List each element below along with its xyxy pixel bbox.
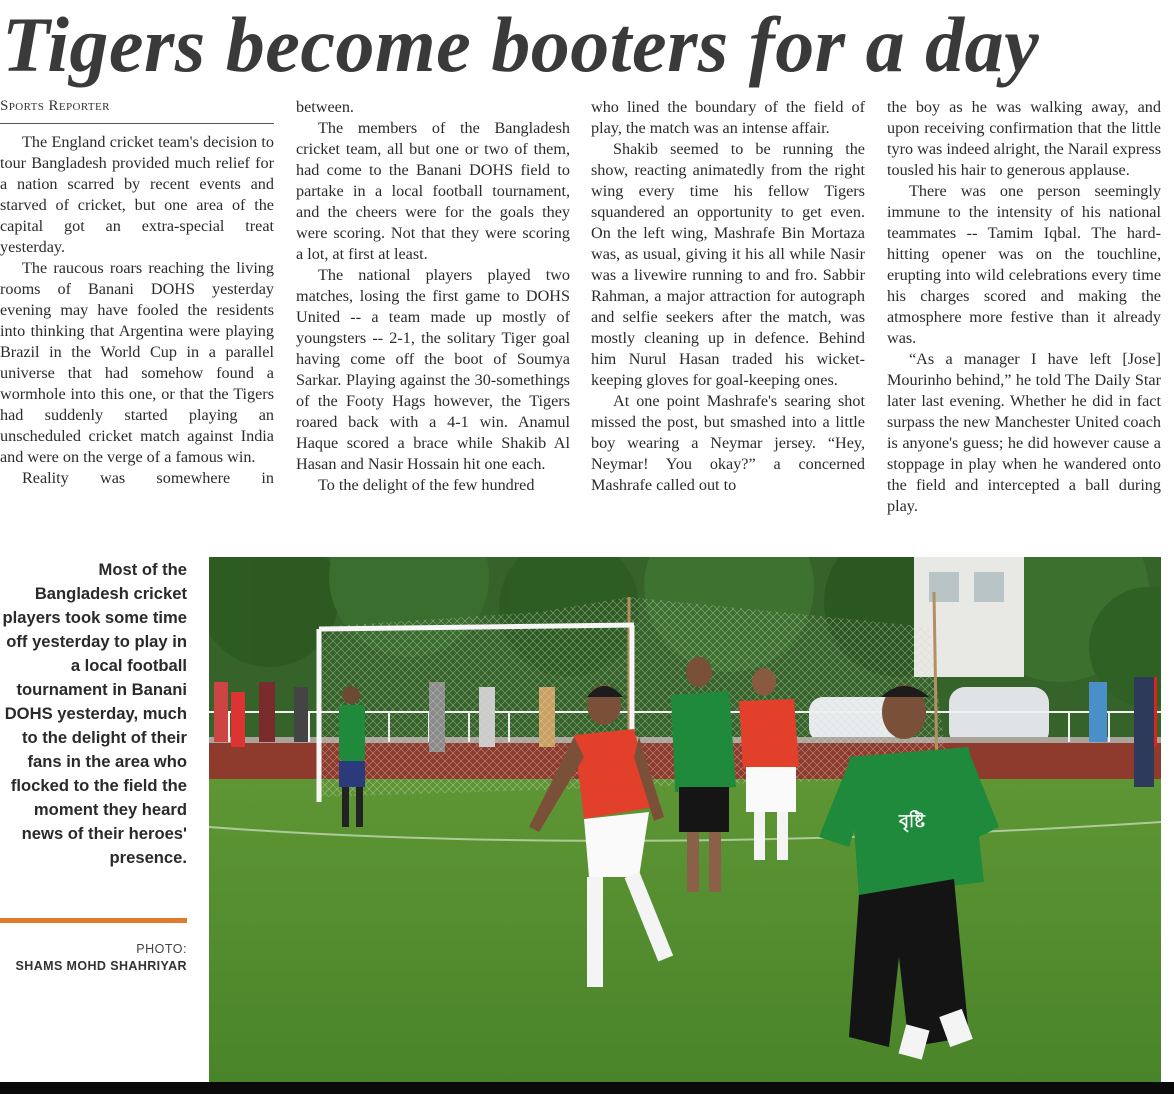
byline-rule [0,123,274,124]
paragraph: Shakib seemed to be running the show, reacting animatedly from the right wing every time his fellow Tigers squandered an opportunity to get even. On the left wing, Mashrafe Bin Mortaza was, as usual, giving it his all while Nasir was a livewire running to and fro. Sabbir Rahman, a major attraction for autograph and selfie seekers after the match, was mostly cleaning up in defence. Behind him Nurul Hasan traded his wicket-keeping gloves for goal-keeping ones. [591,140,865,389]
photo-credit-name: SHAMS MOHD SHAHRIYAR [15,959,187,973]
paragraph: who lined the boundary of the field of play, the match was an intense affair. [591,98,865,137]
paragraph: The members of the Bangladesh cricket team, all but one or two of them, had come to the Banani DOHS field to partake in a local football tournament, and the cheers were for the goals they were scoring. Not that they were scoring a lot, at first at least. [296,119,570,263]
paragraph: To the delight of the few hundred [318,476,535,494]
article-column-3 [591,97,865,496]
paragraph: The national players played two matches, losing the first game to DOHS United -- a team made up mostly of youngsters -- 2-1, the solitary Tiger goal having come off the boot of Soumya Sarkar. Playing against the 30-somethings of the Footy Hags however, the Tigers roared back with a 4-1 win. Anamul Haque scored a brace while Shakib Al Hasan and Nasir Hossain hit one each. [296,266,570,473]
paragraph: Reality was somewhere in [22,469,274,487]
paragraph: The raucous roars reaching the living rooms of Banani DOHS yesterday evening may have fooled the residents into thinking that Argentina were playing Brazil in the World Cup in a parallel universe that had somehow found a wormhole into this one, or that the Tigers had suddenly started playing an unscheduled cricket match against India and were on the verge of a famous win. [0,259,274,466]
football-photo [209,557,1161,1084]
headline: Tigers become booters for a day [2,1,1040,88]
article-column-1 [0,132,274,489]
spectator-right [1134,677,1154,787]
paragraph: At one point Mashrafe's searing shot missed the post, but smashed into a little boy wearing a Neymar jersey. “Hey, Neymar! You okay?” a concerned Mashrafe called out to [591,392,865,494]
paragraph: “As a manager I have left [Jose] Mourinho behind,” he told The Daily Star later last evening. Whether he did in fact surpass the new Manchester United coach is anyone's guess; he did however cause a stoppage in play when he wandered onto the field and intercepted a ball during play. [887,350,1161,515]
paragraph: The England cricket team's decision to tour Bangladesh provided much relief for a nation scarred by recent events and starved of cricket, but one area of the capital got an extra-special treat yesterday. [0,133,274,256]
jersey-sponsor: বৃষ্টি [899,811,925,832]
paragraph: There was one person seemingly immune to the intensity of his national teammates -- Tamim Iqbal. The hard-hitting opener was on the touchline, erupting into wild celebrations every time his charges scored and making the atmosphere more festive than it already was. [887,182,1161,347]
bottom-bar [0,1082,1174,1094]
photo-caption: Most of the Bangladesh cricket players took some time off yesterday to play in a local football tournament in Banani DOHS yesterday, much to the delight of their fans in the area who flocked to the field the moment they heard news of their heroes' presence. [2,560,187,867]
caption-rule [0,918,187,923]
article-column-4 [887,97,1161,517]
paragraph: between. [296,98,354,116]
byline: Sports Reporter [0,98,110,114]
photo-credit-label: PHOTO: [136,942,187,956]
paragraph: the boy as he was walking away, and upon receiving confirmation that the little tyro was indeed alright, the Narail express tousled his hair to generous applause. [887,98,1161,179]
article-column-2 [296,97,570,496]
